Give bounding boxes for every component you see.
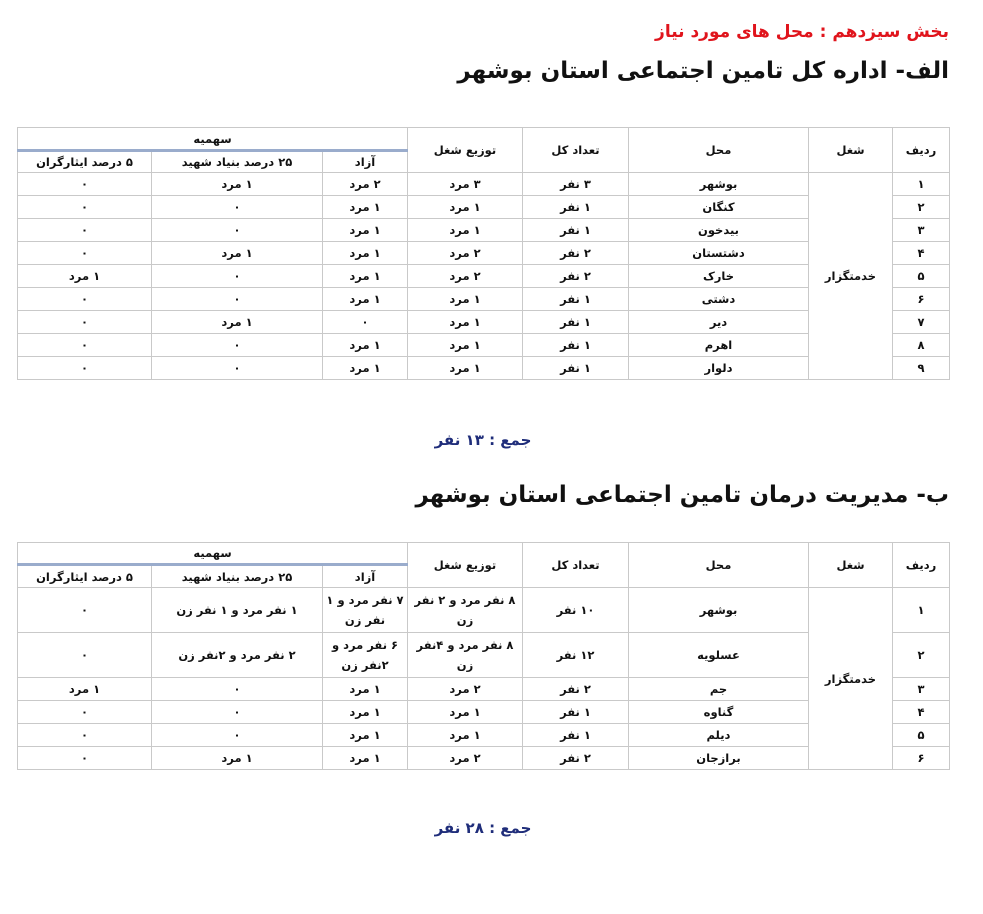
cell-veteran: ۰ xyxy=(18,357,152,380)
cell-total: ۲ نفر xyxy=(523,265,629,288)
cell-martyr: ۰ xyxy=(152,265,323,288)
cell-location: دشتی xyxy=(629,288,809,311)
cell-veteran: ۰ xyxy=(18,173,152,196)
cell-location: دیر xyxy=(629,311,809,334)
cell-veteran: ۰ xyxy=(18,701,152,724)
cell-row-no: ۱ xyxy=(893,173,950,196)
cell-free: ۱ مرد xyxy=(323,701,408,724)
cell-location: بوشهر xyxy=(629,588,809,633)
cell-distribution: ۲ مرد xyxy=(408,678,523,701)
cell-row-no: ۶ xyxy=(893,288,950,311)
cell-row-no: ۴ xyxy=(893,701,950,724)
cell-total: ۱ نفر xyxy=(523,311,629,334)
cell-martyr: ۰ xyxy=(152,701,323,724)
cell-location: اهرم xyxy=(629,334,809,357)
col-job: شغل xyxy=(809,128,893,173)
cell-martyr: ۱ مرد xyxy=(152,311,323,334)
cell-distribution: ۱ مرد xyxy=(408,357,523,380)
col-total-count: تعداد کل xyxy=(523,543,629,588)
cell-free: ۲ مرد xyxy=(323,173,408,196)
cell-total: ۱ نفر xyxy=(523,701,629,724)
cell-row-no: ۳ xyxy=(893,678,950,701)
cell-row-no: ۳ xyxy=(893,219,950,242)
cell-total: ۱ نفر xyxy=(523,724,629,747)
cell-location: عسلویه xyxy=(629,633,809,678)
cell-martyr: ۰ xyxy=(152,357,323,380)
cell-free: ۱ مرد xyxy=(323,357,408,380)
cell-free: ۰ xyxy=(323,311,408,334)
cell-row-no: ۵ xyxy=(893,265,950,288)
col-free: آزاد xyxy=(323,151,408,173)
cell-free: ۱ مرد xyxy=(323,265,408,288)
cell-distribution: ۸ نفر مرد و ۴نفر زن xyxy=(408,633,523,678)
table2-heading: ب- مدیریت درمان تامین اجتماعی استان بوشهر xyxy=(415,482,949,508)
col-job: شغل xyxy=(809,543,893,588)
col-row-no: ردیف xyxy=(893,543,950,588)
cell-veteran: ۰ xyxy=(18,724,152,747)
cell-veteran: ۰ xyxy=(18,311,152,334)
cell-total: ۱۲ نفر xyxy=(523,633,629,678)
section-title: بخش سیزدهم : محل های مورد نیاز xyxy=(655,22,949,42)
cell-martyr: ۱ مرد xyxy=(152,242,323,265)
cell-distribution: ۱ مرد xyxy=(408,219,523,242)
cell-row-no: ۸ xyxy=(893,334,950,357)
cell-distribution: ۱ مرد xyxy=(408,196,523,219)
cell-total: ۲ نفر xyxy=(523,678,629,701)
cell-location: دشتستان xyxy=(629,242,809,265)
cell-free: ۱ مرد xyxy=(323,334,408,357)
cell-distribution: ۱ مرد xyxy=(408,701,523,724)
cell-free: ۱ مرد xyxy=(323,747,408,770)
cell-row-no: ۲ xyxy=(893,633,950,678)
cell-row-no: ۷ xyxy=(893,311,950,334)
cell-job: خدمتگزار xyxy=(809,588,893,770)
cell-distribution: ۱ مرد xyxy=(408,311,523,334)
cell-martyr: ۰ xyxy=(152,678,323,701)
col-quota: سهمیه xyxy=(18,543,408,565)
cell-row-no: ۶ xyxy=(893,747,950,770)
col-job-distribution: توزیع شغل xyxy=(408,128,523,173)
cell-distribution: ۱ مرد xyxy=(408,724,523,747)
cell-total: ۱ نفر xyxy=(523,288,629,311)
col-location: محل xyxy=(629,543,809,588)
cell-free: ۶ نفر مرد و ۲نفر زن xyxy=(323,633,408,678)
cell-row-no: ۲ xyxy=(893,196,950,219)
cell-total: ۱ نفر xyxy=(523,196,629,219)
cell-martyr: ۲ نفر مرد و ۲نفر زن xyxy=(152,633,323,678)
cell-location: بیدخون xyxy=(629,219,809,242)
cell-martyr: ۰ xyxy=(152,724,323,747)
cell-total: ۱۰ نفر xyxy=(523,588,629,633)
table1-total: جمع : ۱۳ نفر xyxy=(434,431,532,449)
cell-veteran: ۰ xyxy=(18,242,152,265)
cell-martyr: ۰ xyxy=(152,196,323,219)
cell-distribution: ۳ مرد xyxy=(408,173,523,196)
cell-veteran: ۰ xyxy=(18,588,152,633)
cell-distribution: ۲ مرد xyxy=(408,747,523,770)
cell-total: ۳ نفر xyxy=(523,173,629,196)
cell-location: دلوار xyxy=(629,357,809,380)
cell-location: گناوه xyxy=(629,701,809,724)
cell-location: دیلم xyxy=(629,724,809,747)
cell-total: ۲ نفر xyxy=(523,747,629,770)
cell-total: ۱ نفر xyxy=(523,357,629,380)
cell-location: کنگان xyxy=(629,196,809,219)
col-job-distribution: توزیع شغل xyxy=(408,543,523,588)
cell-distribution: ۸ نفر مرد و ۲ نفر زن xyxy=(408,588,523,633)
cell-distribution: ۲ مرد xyxy=(408,242,523,265)
col-veterans-5: ۵ درصد ایثارگران xyxy=(18,565,152,588)
table1 xyxy=(17,127,950,380)
cell-row-no: ۱ xyxy=(893,588,950,633)
col-row-no: ردیف xyxy=(893,128,950,173)
col-total-count: تعداد کل xyxy=(523,128,629,173)
cell-distribution: ۱ مرد xyxy=(408,288,523,311)
cell-free: ۱ مرد xyxy=(323,196,408,219)
cell-martyr: ۰ xyxy=(152,334,323,357)
cell-free: ۱ مرد xyxy=(323,724,408,747)
cell-veteran: ۰ xyxy=(18,747,152,770)
table2 xyxy=(17,542,950,770)
cell-martyr: ۰ xyxy=(152,288,323,311)
cell-martyr: ۱ مرد xyxy=(152,173,323,196)
cell-martyr: ۰ xyxy=(152,219,323,242)
table1-heading: الف- اداره کل تامین اجتماعی استان بوشهر xyxy=(457,58,949,84)
cell-free: ۱ مرد xyxy=(323,242,408,265)
cell-row-no: ۴ xyxy=(893,242,950,265)
cell-free: ۱ مرد xyxy=(323,678,408,701)
cell-free: ۱ مرد xyxy=(323,288,408,311)
cell-veteran: ۰ xyxy=(18,334,152,357)
cell-veteran: ۰ xyxy=(18,196,152,219)
cell-veteran: ۰ xyxy=(18,219,152,242)
cell-distribution: ۲ مرد xyxy=(408,265,523,288)
table-row xyxy=(18,173,950,196)
cell-veteran: ۰ xyxy=(18,633,152,678)
col-quota: سهمیه xyxy=(18,128,408,151)
cell-location: جم xyxy=(629,678,809,701)
cell-distribution: ۱ مرد xyxy=(408,334,523,357)
cell-total: ۱ نفر xyxy=(523,219,629,242)
cell-job: خدمتگزار xyxy=(809,173,893,380)
cell-location: خارک xyxy=(629,265,809,288)
cell-free: ۱ مرد xyxy=(323,219,408,242)
cell-row-no: ۹ xyxy=(893,357,950,380)
cell-martyr: ۱ مرد xyxy=(152,747,323,770)
cell-total: ۲ نفر xyxy=(523,242,629,265)
cell-total: ۱ نفر xyxy=(523,334,629,357)
table2-total: جمع : ۲۸ نفر xyxy=(434,819,532,837)
cell-free: ۷ نفر مرد و ۱ نفر زن xyxy=(323,588,408,633)
col-veterans-5: ۵ درصد ایثارگران xyxy=(18,151,152,173)
cell-veteran: ۱ مرد xyxy=(18,265,152,288)
table-row xyxy=(18,588,950,633)
cell-martyr: ۱ نفر مرد و ۱ نفر زن xyxy=(152,588,323,633)
cell-veteran: ۱ مرد xyxy=(18,678,152,701)
col-free: آزاد xyxy=(323,565,408,588)
col-location: محل xyxy=(629,128,809,173)
cell-location: برازجان xyxy=(629,747,809,770)
col-martyr-25: ۲۵ درصد بنیاد شهید xyxy=(152,565,323,588)
cell-veteran: ۰ xyxy=(18,288,152,311)
cell-row-no: ۵ xyxy=(893,724,950,747)
col-martyr-25: ۲۵ درصد بنیاد شهید xyxy=(152,151,323,173)
cell-location: بوشهر xyxy=(629,173,809,196)
